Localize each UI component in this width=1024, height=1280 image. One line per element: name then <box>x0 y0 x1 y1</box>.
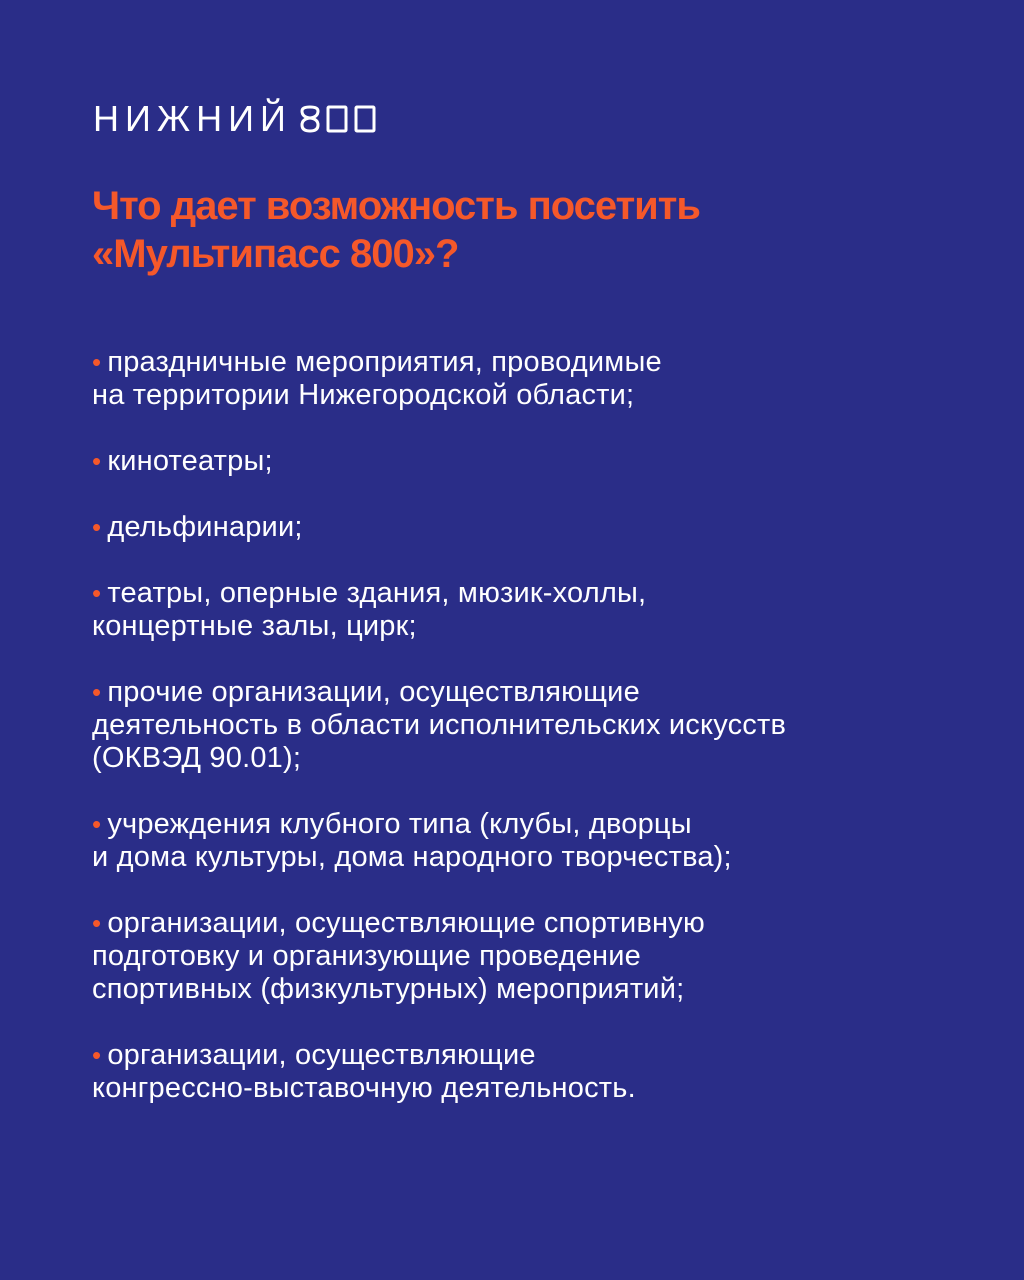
list-item-line <box>92 445 972 478</box>
list-item-line <box>92 379 972 412</box>
list-item-text: прочие организации, осуществляющие <box>107 676 640 708</box>
bullet-dot: • <box>92 908 102 938</box>
list-item-text: праздничные мероприятия, проводимые <box>107 346 662 378</box>
list-item-text: конгрессно-выставочную деятельность. <box>92 1072 636 1104</box>
list-item-line <box>92 676 972 709</box>
list-item-text: организации, осуществляющие <box>107 1039 536 1071</box>
list-item-text: деятельность в области исполнительских искусств <box>92 709 787 741</box>
list-item-text: кинотеатры; <box>107 445 273 477</box>
list-item-line <box>92 808 972 841</box>
benefits-list <box>92 346 972 1138</box>
list-item <box>92 907 972 1006</box>
list-item-line <box>92 907 972 940</box>
list-item-text: дельфинарии; <box>107 511 303 543</box>
bullet-dot: • <box>92 1040 102 1070</box>
list-item <box>92 1039 972 1105</box>
bullet-dot: • <box>92 446 102 476</box>
bullet-dot: • <box>92 809 102 839</box>
list-item-text: театры, оперные здания, мюзик-холлы, <box>107 577 647 609</box>
logo-800-mark <box>298 105 380 133</box>
list-item-text: спортивных (физкультурных) мероприятий; <box>92 973 685 1005</box>
list-item-text: учреждения клубного типа (клубы, дворцы <box>107 808 692 840</box>
list-item-line <box>92 940 972 973</box>
list-item-text: и дома культуры, дома народного творчества); <box>92 841 732 873</box>
page-title <box>92 182 952 278</box>
logo-wordmark: НИЖНИЙ <box>93 98 292 139</box>
title-line-1: Что дает возможность посетить <box>92 184 700 228</box>
list-item <box>92 511 972 544</box>
list-item-line <box>92 577 972 610</box>
title-line-2: «Мультипасс 800»? <box>92 232 459 276</box>
list-item <box>92 577 972 643</box>
list-item-text: (ОКВЭД 90.01); <box>92 742 302 774</box>
list-item <box>92 676 972 775</box>
list-item-line <box>92 511 972 544</box>
list-item-line <box>92 709 972 742</box>
bullet-dot: • <box>92 578 102 608</box>
list-item-line <box>92 346 972 379</box>
list-item <box>92 808 972 874</box>
list-item <box>92 445 972 478</box>
bullet-dot: • <box>92 347 102 377</box>
bullet-dot: • <box>92 512 102 542</box>
list-item-text: организации, осуществляющие спортивную <box>107 907 705 939</box>
list-item-line <box>92 742 972 775</box>
list-item-text: концертные залы, цирк; <box>92 610 417 642</box>
logo <box>93 99 380 139</box>
list-item-line <box>92 1072 972 1105</box>
list-item-text: на территории Нижегородской области; <box>92 379 635 411</box>
list-item-text: подготовку и организующие проведение <box>92 940 641 972</box>
bullet-dot: • <box>92 677 102 707</box>
list-item-line <box>92 610 972 643</box>
list-item-line <box>92 841 972 874</box>
list-item-line <box>92 1039 972 1072</box>
list-item-line <box>92 973 972 1006</box>
list-item <box>92 346 972 412</box>
